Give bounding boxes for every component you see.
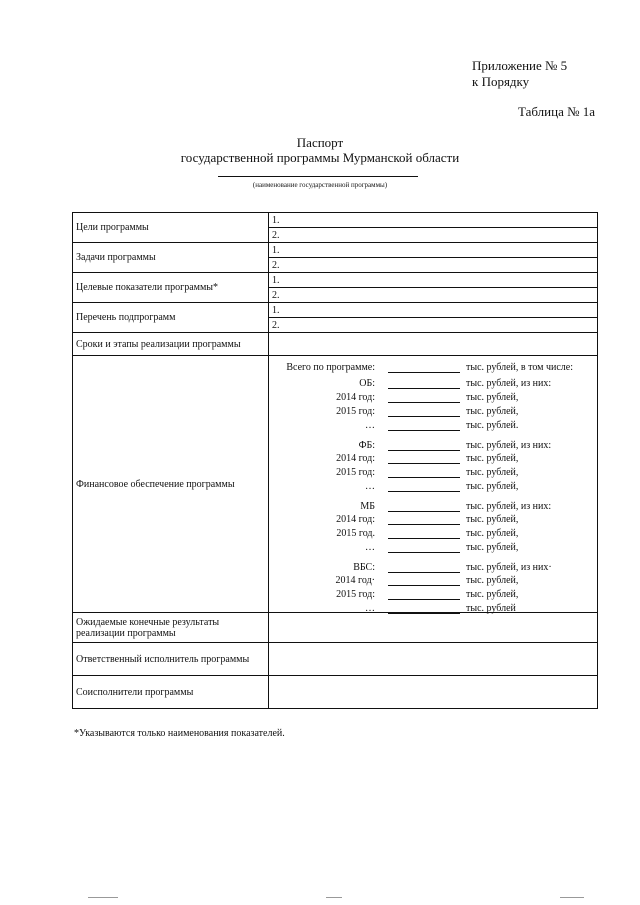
finance-amount-blank bbox=[388, 599, 460, 600]
finance-amount-blank bbox=[388, 463, 460, 464]
table-row bbox=[73, 356, 598, 613]
scan-mark bbox=[326, 897, 342, 898]
subprograms-item-1: 1. bbox=[269, 303, 598, 318]
finance-line-unit: тыс. рублей, bbox=[466, 514, 519, 525]
finance-line-label: 2014 год: bbox=[336, 392, 375, 403]
table-number: Таблица № 1а bbox=[518, 104, 596, 119]
finance-line-unit: тыс. рублей, из них· bbox=[466, 562, 552, 573]
finance-line bbox=[269, 467, 597, 480]
finance-line-label: 2015 год: bbox=[336, 406, 375, 417]
finance-line-unit: тыс. рублей, bbox=[466, 542, 519, 553]
results-label bbox=[73, 613, 269, 643]
finance-line-unit: тыс. рублей, bbox=[466, 589, 519, 600]
finance-line-unit: тыс. рублей, bbox=[466, 406, 519, 417]
finance-line-label: 2014 год: bbox=[336, 514, 375, 525]
terms-label: Сроки и этапы реализации программы bbox=[73, 333, 269, 356]
finance-line-unit: тыс. рублей, bbox=[466, 453, 519, 464]
finance-line bbox=[269, 392, 597, 405]
finance-line bbox=[269, 514, 597, 527]
finance-line-unit: тыс. рублей, в том числе: bbox=[466, 362, 574, 373]
appendix-reference bbox=[472, 58, 567, 90]
finance-line bbox=[269, 589, 597, 602]
finance-amount-blank bbox=[388, 372, 460, 373]
page-title: Паспорт bbox=[296, 135, 344, 150]
finance-line-label: 2015 год: bbox=[336, 589, 375, 600]
finance-amount-blank bbox=[388, 477, 460, 478]
subprograms-label: Перечень подпрограмм bbox=[73, 303, 269, 333]
finance-line-label: … bbox=[365, 420, 375, 431]
finance-value bbox=[269, 356, 598, 613]
passport-table bbox=[72, 212, 598, 709]
tasks-label: Задачи программы bbox=[73, 243, 269, 273]
finance-amount-blank bbox=[388, 613, 460, 614]
tasks-item-1: 1. bbox=[269, 243, 598, 258]
finance-amount-blank bbox=[388, 538, 460, 539]
finance-label: Финансовое обеспечение программы bbox=[73, 356, 269, 613]
finance-line bbox=[269, 528, 597, 541]
executor-label: Ответственный исполнитель программы bbox=[73, 643, 269, 676]
finance-amount-blank bbox=[388, 430, 460, 431]
table-row bbox=[73, 333, 598, 356]
executor-value bbox=[269, 643, 598, 676]
finance-amount-blank bbox=[388, 572, 460, 573]
finance-line-unit: тыс. рублей bbox=[466, 603, 516, 614]
finance-line-unit: тыс. рублей, bbox=[466, 575, 519, 586]
program-name-caption: (наименование государственной программы) bbox=[252, 181, 388, 189]
finance-line bbox=[269, 501, 597, 514]
goals-label: Цели программы bbox=[73, 213, 269, 243]
table-row bbox=[73, 273, 598, 288]
coexecutors-value bbox=[269, 676, 598, 709]
coexecutors-label: Соисполнители программы bbox=[73, 676, 269, 709]
finance-line-unit: тыс. рублей, из них: bbox=[466, 378, 552, 389]
results-label-line2: реализации программы bbox=[76, 627, 176, 639]
results-value bbox=[269, 613, 598, 643]
subprograms-item-2: 2. bbox=[269, 318, 598, 333]
finance-line-label: … bbox=[365, 603, 375, 614]
finance-amount-blank bbox=[388, 552, 460, 553]
finance-line-unit: тыс. рублей, bbox=[466, 392, 519, 403]
finance-line-label: ОБ: bbox=[359, 378, 375, 389]
finance-line-unit: тыс. рублей, из них: bbox=[466, 501, 552, 512]
finance-amount-blank bbox=[388, 524, 460, 525]
footnote: *Указываются только наименования показателей. bbox=[74, 728, 285, 739]
table-row bbox=[73, 213, 598, 228]
finance-line bbox=[269, 603, 597, 616]
table-row bbox=[73, 676, 598, 709]
finance-line-unit: тыс. рублей, bbox=[466, 467, 519, 478]
program-name-line bbox=[218, 176, 418, 177]
finance-line-label: ФБ: bbox=[358, 440, 375, 451]
appendix-number: Приложение № 5 bbox=[472, 58, 568, 73]
table-row bbox=[73, 613, 598, 643]
table-row bbox=[73, 643, 598, 676]
finance-line-label: 2014 год: bbox=[336, 453, 375, 464]
scan-mark bbox=[560, 897, 584, 898]
finance-amount-blank bbox=[388, 511, 460, 512]
finance-line bbox=[269, 481, 597, 494]
finance-line-label: … bbox=[365, 481, 375, 492]
finance-line-label: ВБС: bbox=[353, 562, 375, 573]
scan-mark bbox=[88, 897, 118, 898]
goals-item-1: 1. bbox=[269, 213, 598, 228]
finance-line bbox=[269, 575, 597, 588]
finance-amount-blank bbox=[388, 491, 460, 492]
finance-line bbox=[269, 542, 597, 555]
finance-line-label: 2015 год. bbox=[336, 528, 375, 539]
finance-amount-blank bbox=[388, 450, 460, 451]
table-row bbox=[73, 303, 598, 318]
finance-line bbox=[269, 562, 597, 575]
finance-amount-blank bbox=[388, 585, 460, 586]
goals-item-2: 2. bbox=[269, 228, 598, 243]
page-subtitle: государственной программы Мурманской области bbox=[180, 150, 460, 165]
finance-amount-blank bbox=[388, 388, 460, 389]
finance-line bbox=[269, 362, 597, 375]
finance-line bbox=[269, 453, 597, 466]
indicators-item-2: 2. bbox=[269, 288, 598, 303]
appendix-order: к Порядку bbox=[472, 74, 530, 89]
indicators-item-1: 1. bbox=[269, 273, 598, 288]
finance-line bbox=[269, 378, 597, 391]
finance-line-unit: тыс. рублей, из них: bbox=[466, 440, 552, 451]
finance-line bbox=[269, 440, 597, 453]
finance-amount-blank bbox=[388, 402, 460, 403]
results-label-line1: Ожидаемые конечные результаты bbox=[76, 616, 220, 628]
finance-line-label: МБ bbox=[360, 501, 375, 512]
finance-line bbox=[269, 406, 597, 419]
finance-line-label: … bbox=[365, 542, 375, 553]
finance-line-unit: тыс. рублей, bbox=[466, 528, 519, 539]
finance-line-label: 2014 год· bbox=[335, 575, 375, 586]
finance-line-label: 2015 год: bbox=[336, 467, 375, 478]
finance-line bbox=[269, 420, 597, 433]
table-row bbox=[73, 243, 598, 258]
finance-amount-blank bbox=[388, 416, 460, 417]
indicators-label: Целевые показатели программы* bbox=[73, 273, 269, 303]
finance-line-unit: тыс. рублей. bbox=[466, 420, 519, 431]
tasks-item-2: 2. bbox=[269, 258, 598, 273]
finance-breakdown bbox=[269, 356, 597, 612]
finance-line-label: Всего по программе: bbox=[286, 362, 375, 373]
terms-value bbox=[269, 333, 598, 356]
finance-line-unit: тыс. рублей, bbox=[466, 481, 519, 492]
